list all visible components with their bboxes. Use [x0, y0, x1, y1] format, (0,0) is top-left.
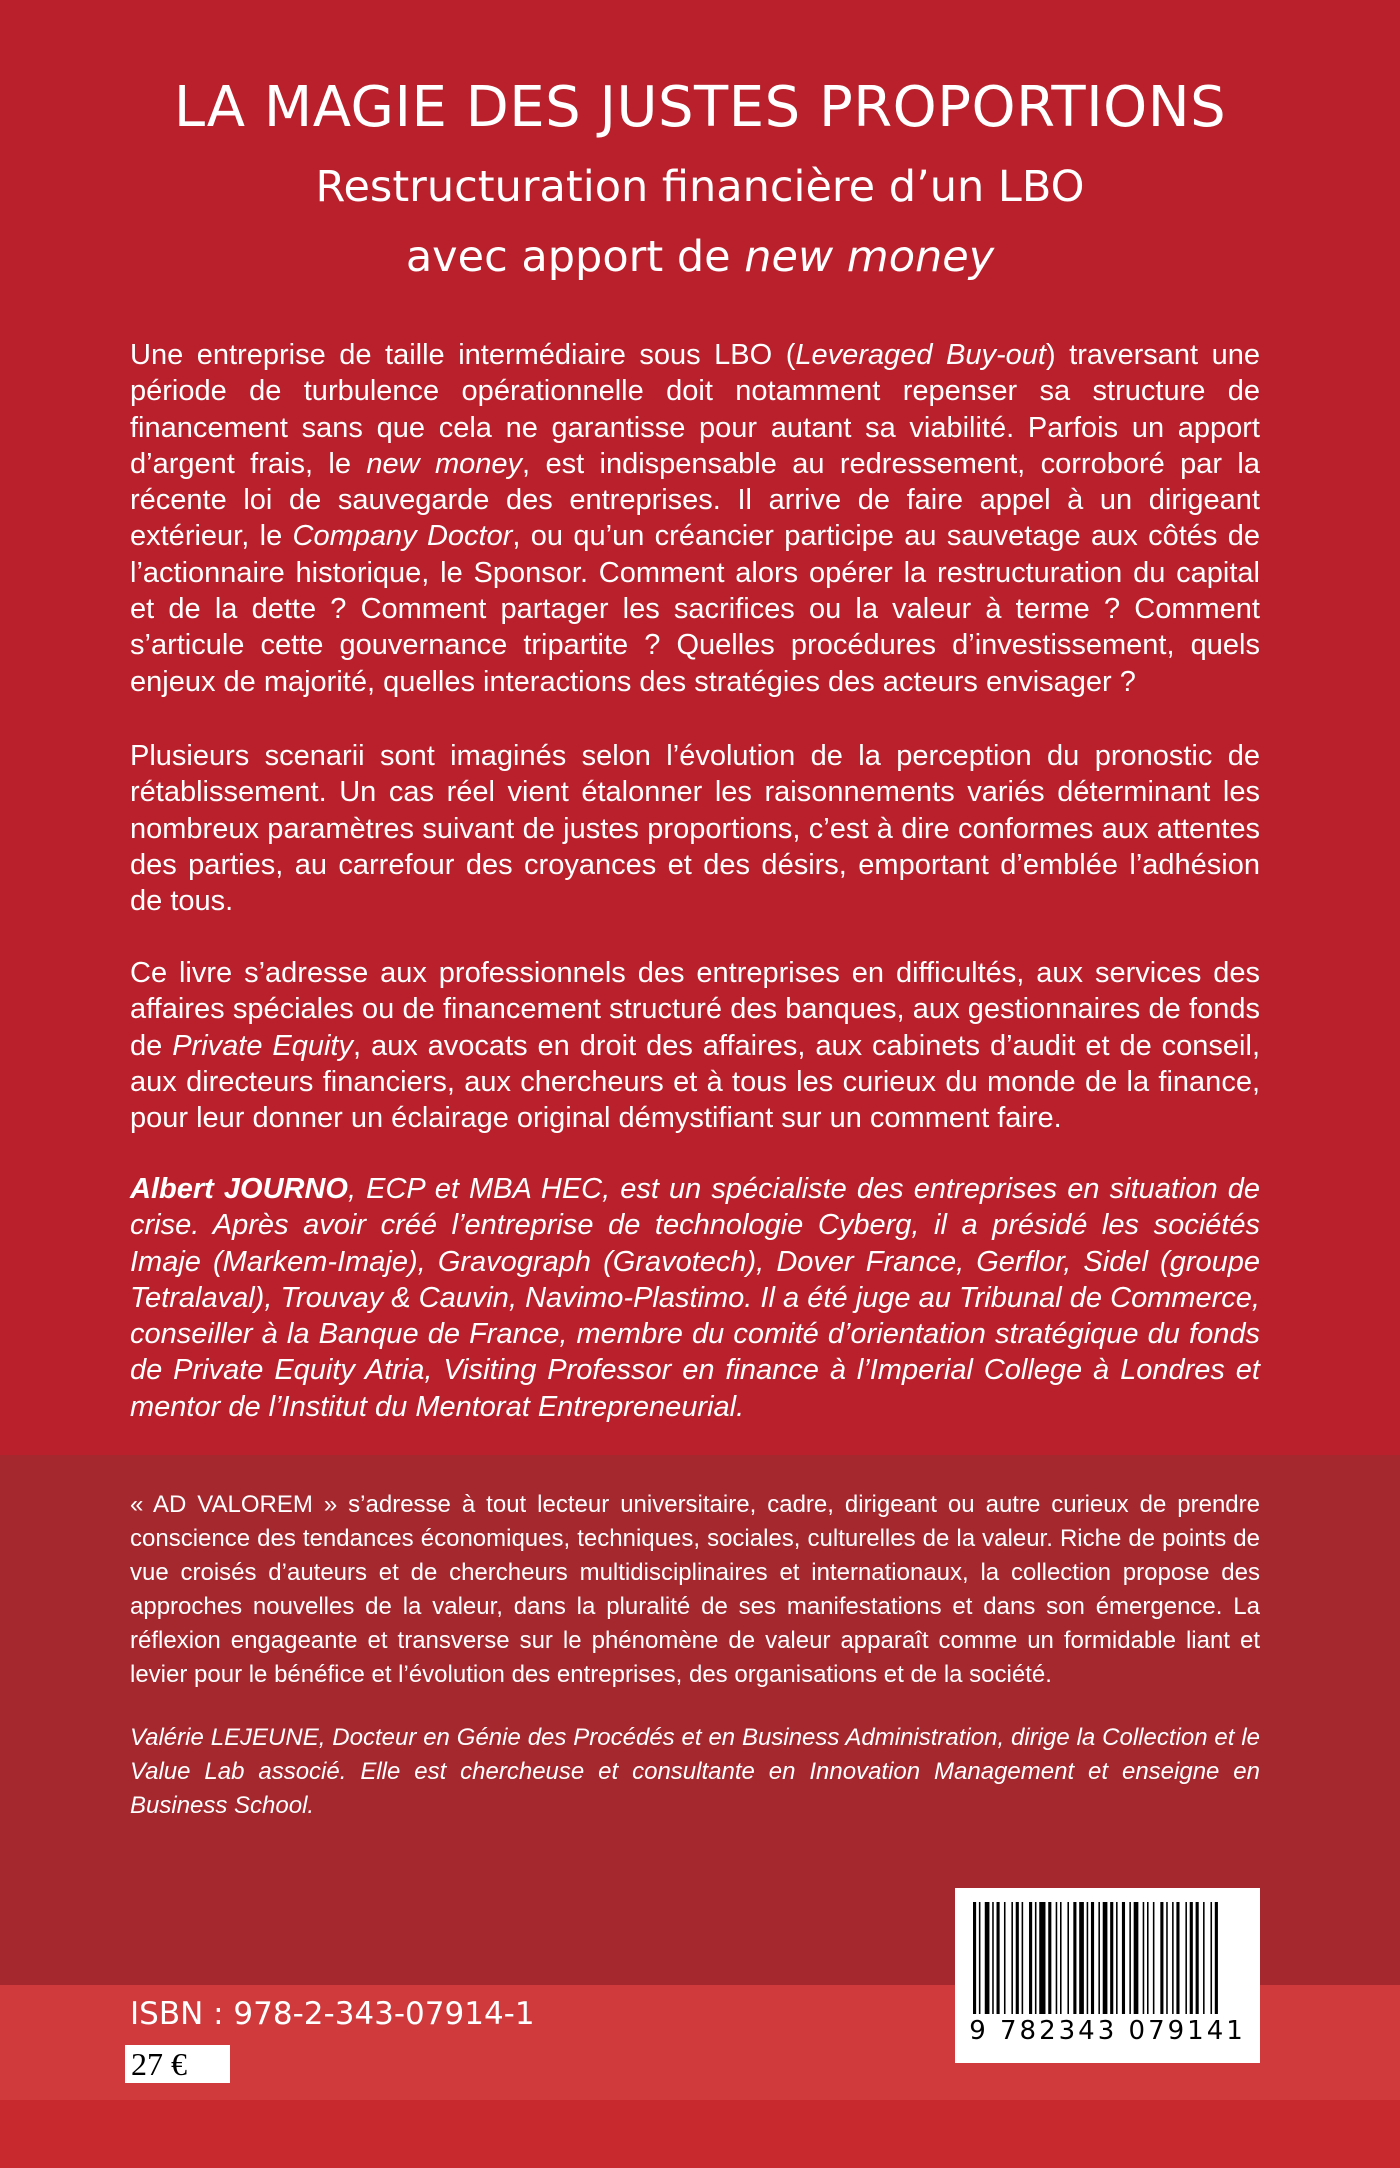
author-name: Albert JOURNO: [130, 1173, 348, 1205]
barcode-bar: [1190, 1902, 1193, 2014]
barcode-bar: [979, 1902, 981, 2014]
barcode-number: 9 782343 079141: [969, 2016, 1246, 2046]
barcode-bar: [1039, 1902, 1045, 2014]
barcode-bar: [985, 1902, 990, 2014]
barcode-bar: [1079, 1902, 1084, 2014]
barcode-bar: [1004, 1902, 1006, 2014]
barcode-bar: [1122, 1902, 1125, 2014]
isbn-barcode: [955, 1888, 1260, 2063]
author-bio: [130, 1171, 1260, 1425]
barcode-bar: [1022, 1902, 1024, 2014]
subtitle-prefix: avec apport de: [405, 232, 745, 282]
summary-paragraph-2: Plusieurs scenarii sont imaginés selon l’évolution de la perception du pronostic de rétablissement. Un cas réel vient étalonner les raisonnements variés déterminant les nombreux paramètres suivant de justes proportions, c’est à dire conformes aux attentes des parties, au carrefour des croyances et des désirs, emportant d’emblée l’adhésion de tous.: [130, 740, 1260, 918]
barcode-bar: [973, 1902, 976, 2014]
text-run: Une entreprise de taille intermédiaire sous LBO (: [130, 339, 796, 371]
barcode-bar: [1153, 1902, 1155, 2014]
subtitle-emphasis: new money: [744, 232, 995, 282]
barcode-bar: [1134, 1902, 1139, 2014]
text-run: , ou qu’un créancier participe au sauvetage aux côtés de l’actionnaire historique, le Sponsor. Comment alors opérer la restructuration du capital et de la dette ? Comment partager les sacrifices ou la valeur à terme ? Comment s’articule cette gouvernance tripartite ? Quelles procédures d’investissement, quels enjeux de majorité, quelles interactions des stratégies des acteurs envisager ?: [130, 520, 1260, 698]
barcode-bar: [1196, 1902, 1199, 2014]
isbn-label: ISBN : 978-2-343-07914-1: [130, 1996, 535, 2032]
italic-run: Private Equity: [172, 1029, 353, 1062]
barcode-bar: [1143, 1902, 1145, 2014]
barcode-bar: [1011, 1902, 1013, 2014]
text-run: ) traversant une période de turbulence opérationnelle doit notamment repenser sa structure de financement sans que cela ne garantisse pour autant sa viabilité. Parfois un apport d’argent frais, le: [130, 339, 1260, 480]
barcode-bar: [997, 1902, 1000, 2014]
barcode-bar: [1035, 1902, 1037, 2014]
barcode-bar: [1176, 1902, 1179, 2014]
barcode-bar: [1110, 1902, 1113, 2014]
barcode-bar: [1215, 1902, 1218, 2014]
barcode-bar: [1210, 1902, 1212, 2014]
italic-run: Leveraged Buy-out: [795, 339, 1046, 371]
barcode-bar: [1116, 1902, 1118, 2014]
barcode-bar: [1056, 1902, 1058, 2014]
barcode-bar: [1098, 1902, 1100, 2014]
book-subtitle-line-2: [0, 232, 1400, 282]
barcode-bar: [1016, 1902, 1019, 2014]
barcode-bar: [1172, 1902, 1174, 2014]
book-subtitle-line-1: Restructuration financière d’un LBO: [315, 162, 1085, 212]
text-run: , aux avocats en droit des affaires, aux cabinets d’audit et de conseil, aux directeurs financiers, aux chercheurs et à tous les curieux du monde de la finance, pour leur donner un éclairage original démystifiant sur un comment faire.: [130, 1029, 1260, 1135]
barcode-bar: [1087, 1902, 1089, 2014]
barcode-bar: [1166, 1902, 1168, 2014]
barcode-bar: [1091, 1902, 1094, 2014]
text-run: , est indispensable au redressement, corroboré par la récente loi de sauvegarde des entreprises. Il arrive de faire appel à un dirigeant extérieur, le: [130, 447, 1260, 553]
collection-description: « AD VALOREM » s’adresse à tout lecteur universitaire, cadre, dirigeant ou autre curieux de prendre conscience des tendances économiques, techniques, sociales, culturelles de la valeur. Riche de points de vue croisés d’auteurs et de chercheurs multidisciplinaires et internationaux, la collection propose des approches nouvelles de la valeur, dans la pluralité de ses manifestations et dans son émergence. La réflexion engageante et transverse sur le phénomène de valeur apparaît comme un formidable liant et levier pour le bénéfice et l’évolution des entreprises, des organisations et de la société.: [130, 1491, 1260, 1688]
barcode-bar: [1029, 1902, 1032, 2014]
italic-run: new money: [366, 447, 522, 480]
text-run: Ce livre s’adresse aux professionnels des entreprises en difficultés, aux services des affaires spéciales ou de financement structuré des banques, aux gestionnaires de fonds de: [130, 957, 1260, 1062]
barcode-bar: [1147, 1902, 1149, 2014]
author-bio-text: , ECP et MBA HEC, est un spécialiste des entreprises en situation de crise. Après avoir créé l’entreprise de technologie Cyberg, il a présidé les sociétés Imaje (Markem-Imaje), Gravograph (Gravotech), Dover France, Gerflor, Sidel (groupe Tetralaval), Trouvay & Cauvin, Navimo-Plastimo. Il a été juge au Tribunal de Commerce, conseiller à la Banque de France, membre du comité d’orientation stratégique du fonds de Private Equity Atria, Visiting Professor en finance à l’Imperial College à Londres et mentor de l’Institut du Mentorat Entrepreneurial.: [130, 1173, 1260, 1423]
barcode-bar: [1185, 1902, 1187, 2014]
barcode-bar: [1129, 1902, 1131, 2014]
barcode-bar: [1103, 1902, 1108, 2014]
summary-paragraph-1: [130, 337, 1260, 700]
collection-director-note: Valérie LEJEUNE, Docteur en Génie des Procédés et en Business Administration, dirige la Collection et le Value Lab associé. Elle est chercheuse et consultante en Innovation Management et enseigne en Business School.: [130, 1724, 1260, 1819]
barcode-bar: [992, 1902, 994, 2014]
barcode-bar: [1060, 1902, 1062, 2014]
barcode-bars: [973, 1902, 1243, 2014]
footer-strip: [0, 2100, 1400, 2168]
book-title: LA MAGIE DES JUSTES PROPORTIONS: [173, 75, 1227, 140]
barcode-bar: [1073, 1902, 1076, 2014]
price-tag: 27 €: [125, 2045, 230, 2083]
italic-run: Company Doctor: [292, 520, 513, 553]
barcode-bar: [1203, 1902, 1205, 2014]
summary-paragraph-3: [130, 955, 1260, 1136]
barcode-bar: [1067, 1902, 1069, 2014]
barcode-bar: [1160, 1902, 1163, 2014]
barcode-bar: [1048, 1902, 1051, 2014]
